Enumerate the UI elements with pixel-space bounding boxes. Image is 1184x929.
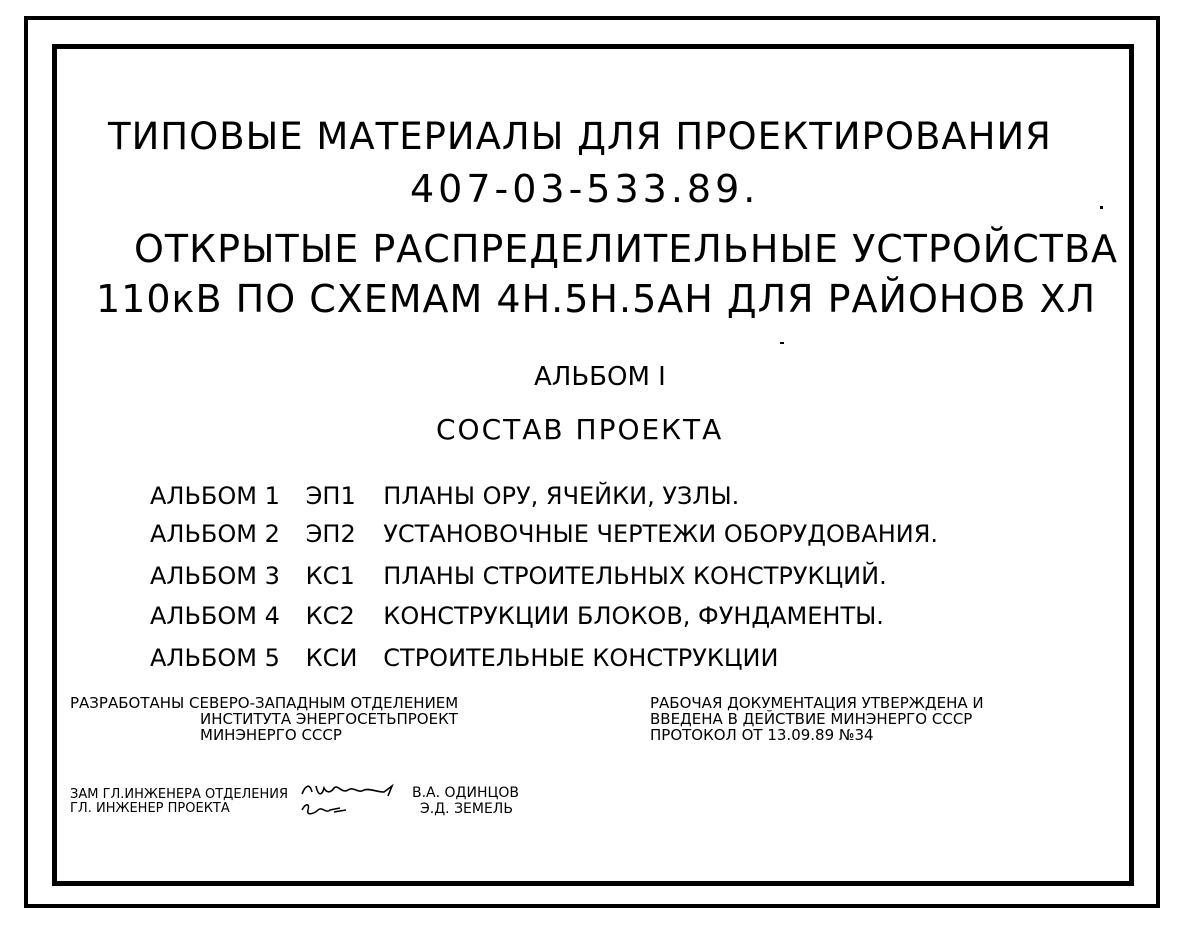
album-list-item-4	[150, 604, 884, 628]
album-title: АЛЬБОМ I	[534, 362, 666, 392]
album-code: КС1	[305, 562, 355, 590]
album-code: КС2	[305, 602, 355, 630]
album-list-item-1	[150, 484, 739, 508]
header-title-line-1: ТИПОВЫЕ МАТЕРИАЛЫ ДЛЯ ПРОЕКТИРОВАНИЯ	[108, 115, 1052, 158]
album-list-item-2	[150, 522, 938, 546]
approval-line-2: ВВЕДЕНА В ДЕЙСТВИЕ МИНЭНЕРГО СССР	[650, 709, 973, 728]
album-description: КОНСТРУКЦИИ БЛОКОВ, ФУНДАМЕНТЫ.	[383, 602, 884, 630]
handwritten-signature-2	[300, 800, 350, 820]
album-code: ЭП1	[305, 482, 356, 510]
album-code: КСИ	[305, 644, 358, 672]
album-label: АЛЬБОМ 5	[150, 644, 280, 672]
developer-line-2: ИНСТИТУТА ЭНЕРГОСЕТЬПРОЕКТ	[200, 709, 458, 728]
approval-block	[650, 696, 984, 743]
developer-block	[70, 696, 458, 743]
developer-line-3: МИНЭНЕРГО СССР	[200, 725, 342, 744]
album-label: АЛЬБОМ 1	[150, 482, 280, 510]
developer-line-1: РАЗРАБОТАНЫ СЕВЕРО-ЗАПАДНЫМ ОТДЕЛЕНИЕМ	[70, 694, 459, 712]
header-document-number: 407-03-533.89.	[410, 167, 760, 211]
approval-line-3: ПРОТОКОЛ ОТ 13.09.89 №34	[650, 725, 874, 744]
album-label: АЛЬБОМ 4	[150, 602, 280, 630]
header-title-line-3: ОТКРЫТЫЕ РАСПРЕДЕЛИТЕЛЬНЫЕ УСТРОЙСТВА	[134, 227, 1119, 271]
album-description: ПЛАНЫ СТРОИТЕЛЬНЫХ КОНСТРУКЦИЙ.	[383, 562, 887, 590]
composition-title: СОСТАВ ПРОЕКТА	[436, 413, 724, 446]
approval-line-1: РАБОЧАЯ ДОКУМЕНТАЦИЯ УТВЕРЖДЕНА И	[650, 694, 984, 712]
album-label: АЛЬБОМ 3	[150, 562, 280, 590]
album-description: СТРОИТЕЛЬНЫЕ КОНСТРУКЦИИ	[383, 644, 779, 672]
signature-role-2: ГЛ. ИНЖЕНЕР ПРОЕКТА	[70, 801, 230, 816]
stray-dot	[1100, 206, 1103, 209]
album-list-item-3	[150, 564, 887, 588]
header-title-line-4: 110кВ ПО СХЕМАМ 4Н.5Н.5АН ДЛЯ РАЙОНОВ ХЛ	[96, 277, 1097, 321]
album-label: АЛЬБОМ 2	[150, 520, 280, 548]
stray-dot	[780, 342, 784, 344]
album-description: ПЛАНЫ ОРУ, ЯЧЕЙКИ, УЗЛЫ.	[383, 482, 740, 510]
signature-name-2: Э.Д. ЗЕМЕЛЬ	[420, 801, 513, 817]
handwritten-signature-1	[300, 780, 400, 802]
album-code: ЭП2	[305, 520, 356, 548]
signature-name-1: В.А. ОДИНЦОВ	[412, 785, 519, 801]
signature-role-1: ЗАМ ГЛ.ИНЖЕНЕРА ОТДЕЛЕНИЯ	[70, 787, 289, 802]
album-description: УСТАНОВОЧНЫЕ ЧЕРТЕЖИ ОБОРУДОВАНИЯ.	[383, 520, 939, 548]
album-list-item-5	[150, 646, 778, 670]
